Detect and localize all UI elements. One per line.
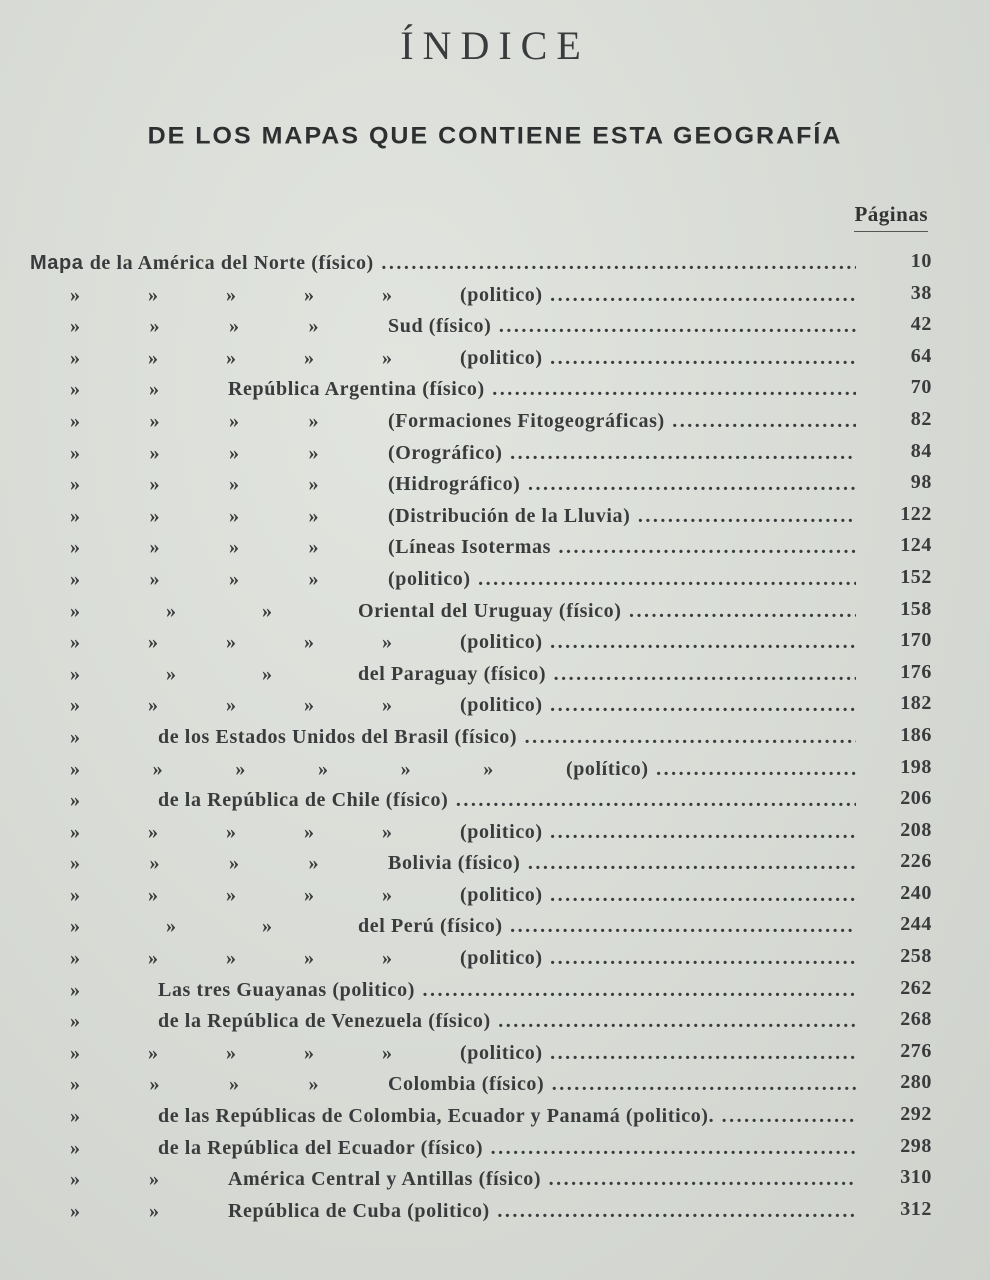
ditto-mark: » (308, 315, 320, 338)
index-entry (30, 343, 940, 375)
entry-label (30, 315, 856, 338)
index-entry (30, 311, 940, 343)
entry-label (30, 947, 856, 970)
entry-page-number: 176 (900, 660, 932, 683)
entry-page-number: 84 (910, 439, 932, 462)
entry-text: (politico) (388, 567, 471, 590)
ditto-mark: » (308, 409, 320, 432)
ditto-mark: » (382, 947, 393, 970)
entry-label (30, 663, 856, 686)
index-entry (30, 911, 940, 943)
ditto-mark: » (70, 1168, 81, 1191)
ditto-mark: » (70, 852, 81, 875)
ditto-mark: » (308, 567, 320, 590)
entry-page-number: 226 (900, 850, 932, 873)
ditto-mark: » (70, 662, 81, 685)
entry-text: (Formaciones Fitogeográficas) (388, 409, 665, 432)
entry-text: (politico) (460, 694, 543, 717)
ditto-mark: » (70, 978, 81, 1001)
entry-text: (politico) (460, 346, 543, 369)
ditto-mark: » (70, 947, 81, 970)
ditto-mark: » (149, 567, 161, 590)
ditto-mark: » (149, 852, 161, 875)
ditto-mark: » (262, 599, 273, 622)
entry-label (30, 473, 856, 496)
entry-label (30, 600, 856, 623)
ditto-mark: » (304, 694, 315, 717)
entry-text: del Perú (físico) (358, 915, 503, 938)
entry-text: América Central y Antillas (físico) (228, 1168, 542, 1191)
ditto-mark: » (226, 883, 237, 906)
entry-page-number: 122 (900, 502, 932, 525)
ditto-mark: » (70, 283, 81, 306)
entry-page-number: 98 (910, 471, 932, 494)
index-entry (30, 1006, 940, 1038)
index-entry (30, 501, 940, 533)
ditto-mark: » (70, 536, 81, 559)
entry-page-number: 206 (900, 787, 932, 810)
ditto-mark: » (400, 757, 412, 780)
entry-label (30, 1073, 856, 1096)
entry-text: de la República de Chile (físico) (158, 789, 449, 812)
entry-label (30, 1042, 856, 1065)
ditto-mark: » (148, 947, 159, 970)
ditto-mark: » (148, 883, 159, 906)
ditto-mark: » (226, 346, 237, 369)
ditto-mark: » (70, 1041, 81, 1064)
entry-text: Las tres Guayanas (politico) (158, 978, 415, 1001)
entry-page-number: 244 (900, 913, 932, 936)
entry-label (30, 726, 856, 749)
entry-text: (Hidrográfico) (388, 473, 521, 496)
index-entry (30, 722, 940, 754)
entry-text: Sud (físico) (388, 315, 492, 338)
entry-label (30, 915, 856, 938)
ditto-mark: » (382, 883, 393, 906)
ditto-mark: » (70, 315, 81, 338)
ditto-mark: » (148, 694, 159, 717)
ditto-mark: » (70, 1010, 81, 1033)
entry-page-number: 310 (900, 1166, 932, 1189)
entry-page-number: 182 (900, 692, 932, 715)
ditto-mark: » (308, 473, 320, 496)
index-entry (30, 690, 940, 722)
entry-label (30, 568, 856, 591)
entry-page-number: 280 (900, 1071, 932, 1094)
index-entry (30, 1196, 940, 1228)
ditto-mark: » (149, 536, 161, 559)
page-subtitle: DE LOS MAPAS QUE CONTIENE ESTA GEOGRAFÍA (147, 122, 843, 150)
entry-text: (político) (565, 757, 649, 780)
ditto-mark: » (304, 631, 315, 654)
ditto-mark: » (229, 441, 240, 464)
ditto-mark: » (317, 757, 329, 780)
entry-text: (politico) (460, 631, 543, 654)
ditto-mark: » (70, 346, 81, 369)
entry-text: (politico) (460, 820, 543, 843)
ditto-mark: » (229, 536, 240, 559)
entry-label (30, 979, 856, 1002)
ditto-mark: » (262, 662, 273, 685)
entry-page-number: 262 (900, 976, 932, 999)
index-entry (30, 754, 940, 786)
entry-text: Bolivia (físico) (388, 852, 521, 875)
ditto-mark: » (70, 567, 81, 590)
ditto-mark: » (149, 378, 160, 401)
ditto-mark: » (304, 1041, 315, 1064)
ditto-mark: » (70, 631, 81, 654)
entry-label (30, 852, 856, 875)
ditto-mark: » (229, 567, 240, 590)
ditto-mark: » (70, 883, 81, 906)
entry-page-number: 124 (900, 534, 932, 557)
entry-text: (politico) (460, 1041, 543, 1064)
index-entry (30, 785, 940, 817)
entry-label (30, 631, 856, 654)
index-entry (30, 848, 940, 880)
index-entry (30, 1164, 940, 1196)
ditto-mark: » (149, 409, 161, 432)
ditto-mark: » (226, 1041, 237, 1064)
ditto-mark: » (308, 504, 320, 527)
ditto-mark: » (149, 315, 161, 338)
ditto-mark: » (166, 599, 177, 622)
entry-label (30, 347, 856, 370)
ditto-mark: » (149, 441, 161, 464)
entry-label (30, 378, 856, 401)
entry-text: de las Repúblicas de Colombia, Ecuador y Panamá (politico). (158, 1105, 715, 1128)
ditto-mark: » (382, 694, 393, 717)
entry-text: (Orográfico) (388, 441, 503, 464)
entry-label (30, 1010, 856, 1033)
ditto-mark: » (149, 473, 161, 496)
ditto-mark: » (148, 820, 159, 843)
index-entry (30, 880, 940, 912)
ditto-mark: » (70, 409, 81, 432)
entry-page-number: 158 (900, 597, 932, 620)
index-entry (30, 280, 940, 312)
entry-text: de la República del Ecuador (físico) (158, 1136, 484, 1159)
entry-text: del Paraguay (físico) (358, 662, 547, 685)
ditto-mark: » (304, 283, 315, 306)
index-entry (30, 627, 940, 659)
entry-text: Colombia (físico) (388, 1073, 545, 1096)
entry-label (30, 1200, 856, 1223)
ditto-mark: » (148, 346, 159, 369)
ditto-mark: » (262, 915, 273, 938)
entry-page-number: 186 (900, 723, 932, 746)
index-entry (30, 1038, 940, 1070)
ditto-mark: » (70, 757, 81, 780)
index-entry (30, 943, 940, 975)
ditto-mark: » (148, 631, 159, 654)
ditto-mark: » (149, 1073, 161, 1096)
ditto-mark: » (308, 536, 320, 559)
ditto-mark: » (70, 915, 81, 938)
entry-text: (politico) (460, 883, 543, 906)
ditto-mark: » (70, 1136, 81, 1159)
index-list (30, 248, 940, 1227)
ditto-mark: » (304, 820, 315, 843)
entry-text: (politico) (460, 283, 543, 306)
ditto-mark: » (70, 1073, 81, 1096)
index-entry (30, 659, 940, 691)
index-entry (30, 564, 940, 596)
ditto-mark: » (382, 283, 393, 306)
index-entry (30, 975, 940, 1007)
ditto-mark: » (226, 631, 237, 654)
entry-label (30, 442, 856, 465)
entry-page-number: 258 (900, 945, 932, 968)
entry-text: Oriental del Uruguay (físico) (358, 599, 622, 622)
ditto-mark: » (229, 409, 240, 432)
ditto-mark: » (304, 947, 315, 970)
ditto-mark: » (382, 1041, 393, 1064)
entry-page-number: 82 (910, 407, 932, 430)
entry-label (30, 1137, 856, 1160)
entry-page-number: 298 (900, 1134, 932, 1157)
ditto-mark: » (70, 820, 81, 843)
pages-column-header: Páginas (854, 202, 928, 232)
ditto-mark: » (166, 915, 177, 938)
ditto-mark: » (148, 283, 159, 306)
entry-page-number: 152 (900, 565, 932, 588)
entry-text: (politico) (460, 947, 543, 970)
ditto-mark: » (308, 1073, 320, 1096)
ditto-mark: » (229, 1073, 240, 1096)
ditto-mark: » (304, 883, 315, 906)
entry-label (30, 284, 856, 307)
ditto-mark: » (152, 757, 164, 780)
index-entry (30, 1101, 940, 1133)
ditto-mark: » (149, 1199, 160, 1222)
ditto-mark: » (304, 346, 315, 369)
entry-label (30, 694, 856, 717)
ditto-mark: » (235, 757, 246, 780)
ditto-mark: » (226, 820, 237, 843)
index-entry (30, 438, 940, 470)
entry-page-number: 64 (910, 344, 932, 367)
ditto-mark: » (382, 346, 393, 369)
entry-label (30, 789, 856, 812)
entry-page-number: 292 (900, 1103, 932, 1126)
index-entry (30, 248, 940, 280)
ditto-mark: » (229, 504, 240, 527)
ditto-mark: » (70, 504, 81, 527)
entry-text: de la América del Norte (físico) (89, 252, 374, 274)
ditto-mark: » (148, 1041, 159, 1064)
entry-page-number: 10 (910, 250, 932, 272)
entry-page-number: 198 (900, 755, 932, 778)
ditto-mark: » (70, 473, 81, 496)
entry-text: de los Estados Unidos del Brasil (físico) (158, 725, 518, 748)
entry-text: República Argentina (físico) (228, 378, 485, 401)
ditto-mark: » (226, 947, 237, 970)
ditto-mark: » (70, 725, 81, 748)
index-entry (30, 469, 940, 501)
entry-page-number: 70 (910, 376, 932, 399)
ditto-mark: » (70, 599, 81, 622)
entry-label (30, 505, 856, 528)
index-entry (30, 1133, 940, 1165)
ditto-mark: » (382, 631, 393, 654)
index-entry (30, 596, 940, 628)
entry-label (30, 252, 856, 275)
ditto-mark: » (70, 1105, 81, 1128)
entry-text: de la República de Venezuela (físico) (158, 1010, 491, 1033)
ditto-mark: » (308, 852, 320, 875)
entry-page-number: 312 (900, 1197, 932, 1220)
ditto-mark: » (308, 441, 320, 464)
entry-page-number: 170 (900, 629, 932, 652)
entry-head-word: Mapa (30, 252, 90, 274)
entry-label (30, 1168, 856, 1191)
ditto-mark: » (70, 789, 81, 812)
ditto-mark: » (149, 504, 161, 527)
index-entry (30, 374, 940, 406)
ditto-mark: » (149, 1168, 160, 1191)
entry-label (30, 1105, 856, 1128)
entry-label (30, 410, 856, 433)
ditto-mark: » (70, 1199, 81, 1222)
entry-page-number: 240 (900, 881, 932, 904)
ditto-mark: » (70, 378, 81, 401)
ditto-mark: » (483, 757, 494, 780)
entry-label (30, 821, 856, 844)
entry-label (30, 884, 856, 907)
ditto-mark: » (226, 694, 237, 717)
entry-text: (Líneas Isotermas (388, 536, 551, 559)
entry-label (30, 758, 856, 781)
ditto-mark: » (229, 473, 240, 496)
ditto-mark: » (229, 315, 240, 338)
index-entry (30, 1069, 940, 1101)
entry-label (30, 536, 856, 559)
entry-page-number: 42 (910, 313, 932, 336)
entry-text: República de Cuba (politico) (228, 1199, 490, 1222)
ditto-mark: » (226, 283, 237, 306)
ditto-mark: » (382, 820, 393, 843)
ditto-mark: » (229, 852, 240, 875)
page-title: ÍNDICE (400, 23, 590, 68)
entry-page-number: 268 (900, 1008, 932, 1031)
index-entry (30, 817, 940, 849)
entry-page-number: 208 (900, 818, 932, 841)
entry-text: (Distribución de la Lluvia) (388, 504, 631, 527)
index-entry (30, 406, 940, 438)
ditto-mark: » (70, 694, 81, 717)
entry-page-number: 38 (910, 281, 932, 304)
index-entry (30, 532, 940, 564)
entry-page-number: 276 (900, 1039, 932, 1062)
ditto-mark: » (166, 662, 177, 685)
ditto-mark: » (70, 441, 81, 464)
